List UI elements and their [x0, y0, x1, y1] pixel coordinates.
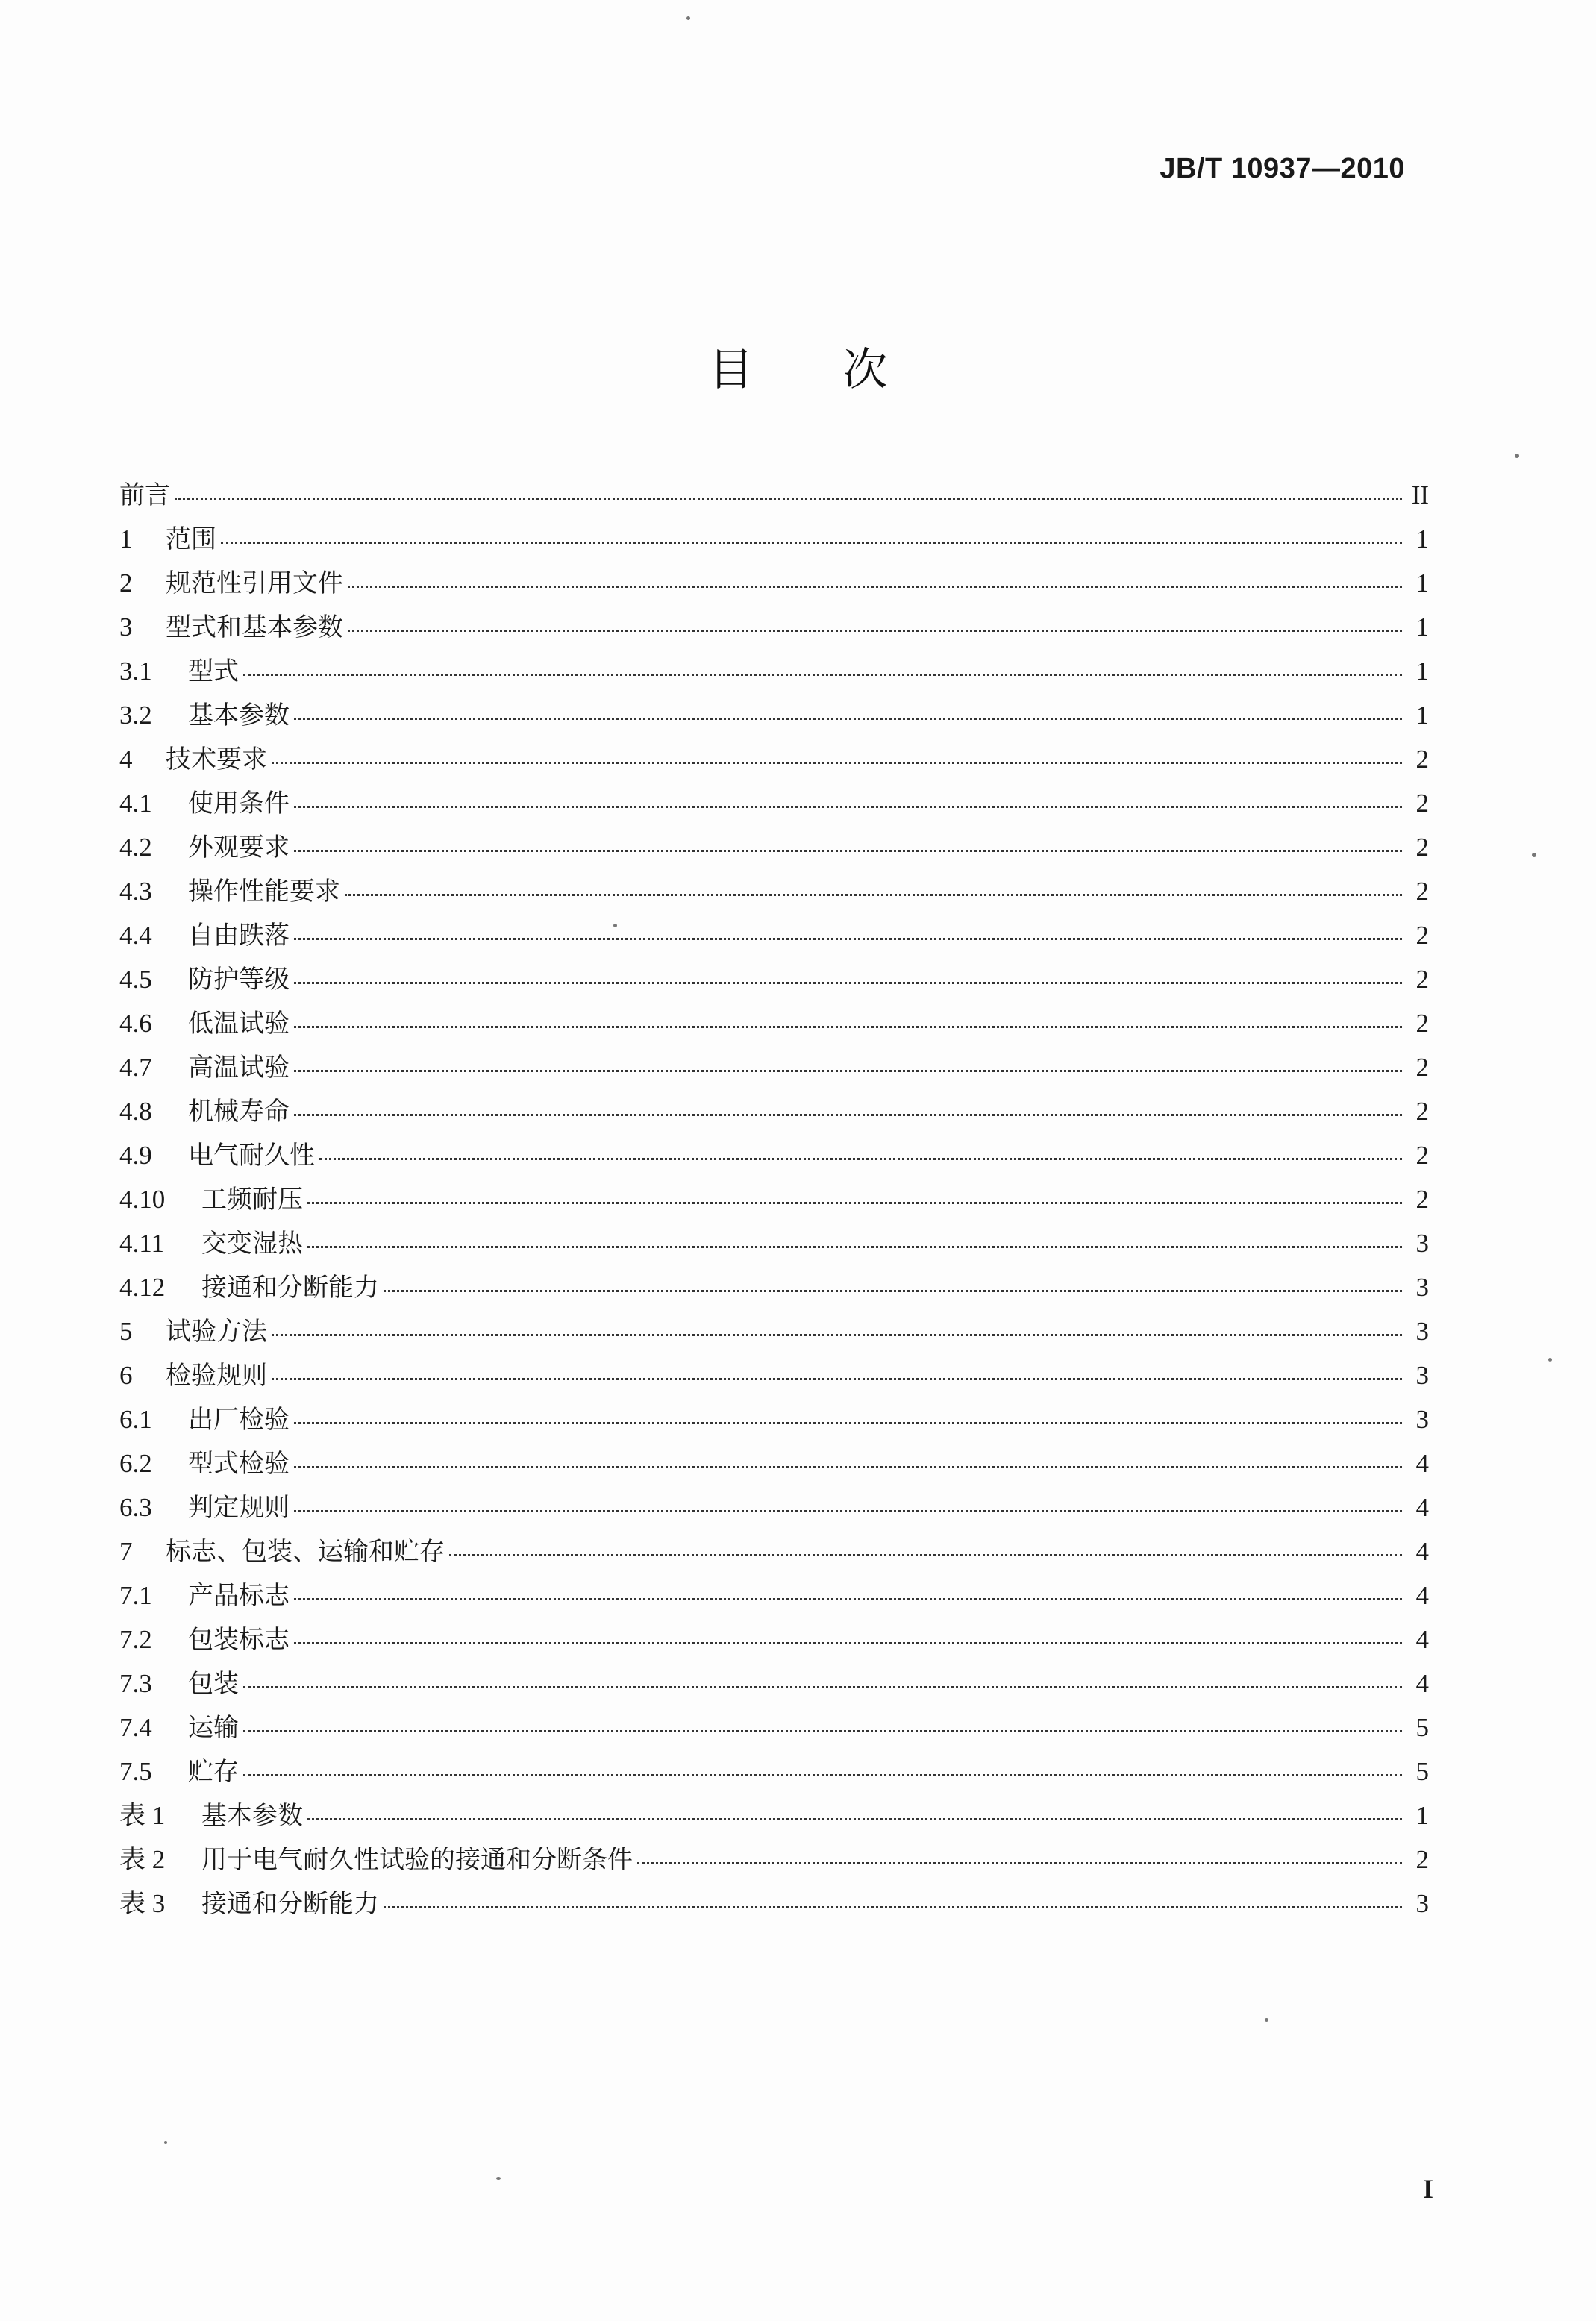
toc-entry-number: 4.3 — [119, 877, 152, 906]
toc-entry-page: 3 — [1415, 1889, 1429, 1918]
toc-entry-label: 交变湿热 — [201, 1229, 303, 1259]
toc-entry-label: 前言 — [119, 480, 170, 510]
toc-entry-label: 外观要求 — [188, 833, 290, 862]
toc-entry-label: 技术要求 — [166, 745, 267, 774]
toc-entry-page: 2 — [1415, 1185, 1429, 1214]
toc-entry-number: 4.12 — [119, 1273, 166, 1302]
toc-dot-leader — [637, 1862, 1402, 1864]
toc-entry-label: 基本参数 — [188, 701, 290, 730]
toc-dot-leader — [243, 1730, 1402, 1732]
toc-entry-page: 4 — [1415, 1581, 1429, 1610]
toc-entry-page: 4 — [1415, 1493, 1429, 1522]
toc-entry-page: 3 — [1415, 1361, 1429, 1390]
toc-entry[interactable] — [119, 1441, 1429, 1485]
toc-dot-leader — [294, 806, 1402, 808]
toc-entry-page: 2 — [1415, 745, 1429, 774]
toc-entry-number: 4.5 — [119, 965, 152, 994]
toc-entry-label: 操作性能要求 — [188, 877, 340, 906]
toc-entry-label: 贮存 — [188, 1757, 239, 1787]
toc-entry-number: 7.2 — [119, 1625, 152, 1654]
toc-dot-leader — [294, 1642, 1402, 1644]
toc-entry-number: 5 — [119, 1317, 133, 1346]
toc-entry[interactable] — [119, 781, 1429, 825]
toc-entry-page: 2 — [1415, 965, 1429, 994]
toc-entry[interactable] — [119, 825, 1429, 869]
toc-entry[interactable] — [119, 1045, 1429, 1089]
toc-entry-page: 3 — [1415, 1405, 1429, 1434]
toc-entry[interactable] — [119, 1309, 1429, 1353]
toc-entry-label: 接通和分断能力 — [201, 1273, 379, 1303]
toc-dot-leader — [294, 1026, 1402, 1028]
toc-entry-label: 出厂检验 — [188, 1405, 290, 1435]
toc-dot-leader — [272, 1378, 1402, 1380]
toc-entry-page: II — [1411, 480, 1429, 510]
toc-entry-page: 1 — [1415, 613, 1429, 642]
toc-entry-page: 1 — [1415, 657, 1429, 686]
toc-entry-label: 产品标志 — [188, 1581, 290, 1611]
toc-entry[interactable] — [119, 1265, 1429, 1309]
toc-entry-number: 7 — [119, 1537, 133, 1566]
toc-entry-label: 工频耐压 — [201, 1185, 303, 1215]
page-number: I — [1422, 2174, 1433, 2204]
toc-dot-leader — [175, 498, 1402, 500]
toc-dot-leader — [345, 894, 1402, 896]
toc-entry[interactable] — [119, 1661, 1429, 1705]
toc-entry-number: 4.2 — [119, 833, 152, 862]
toc-entry[interactable] — [119, 957, 1429, 1001]
toc-entry-number: 6.3 — [119, 1493, 152, 1522]
toc-entry-number: 7.5 — [119, 1757, 152, 1786]
toc-entry[interactable] — [119, 1573, 1429, 1617]
toc-entry-number: 3.1 — [119, 657, 152, 686]
toc-entry-label: 低温试验 — [188, 1009, 290, 1039]
toc-entry-page: 1 — [1415, 568, 1429, 598]
toc-entry-number: 1 — [119, 524, 133, 554]
toc-entry-page: 4 — [1415, 1669, 1429, 1698]
toc-entry-label: 型式 — [188, 657, 239, 686]
toc-entry[interactable] — [119, 1750, 1429, 1794]
toc-entry[interactable] — [119, 869, 1429, 913]
toc-entry[interactable] — [119, 1089, 1429, 1133]
toc-dot-leader — [294, 1422, 1402, 1424]
scan-speck — [1548, 1358, 1552, 1362]
toc-entry-label: 防护等级 — [188, 965, 290, 995]
toc-entry-number: 4.1 — [119, 789, 152, 818]
toc-dot-leader — [243, 1686, 1402, 1688]
toc-entry[interactable] — [119, 1794, 1429, 1838]
scan-speck — [1515, 454, 1519, 458]
toc-entry[interactable] — [119, 1529, 1429, 1573]
toc-entry-number: 4.9 — [119, 1141, 152, 1170]
toc-dot-leader — [348, 630, 1402, 632]
toc-entry[interactable] — [119, 1838, 1429, 1882]
toc-entry-number: 表 1 — [119, 1801, 166, 1830]
toc-dot-leader — [294, 938, 1402, 940]
toc-entry-label: 自由跌落 — [188, 921, 290, 950]
toc-entry-page: 5 — [1415, 1713, 1429, 1742]
toc-dot-leader — [319, 1158, 1402, 1160]
toc-entry-label: 范围 — [166, 524, 216, 554]
toc-entry-label: 包装标志 — [188, 1625, 290, 1655]
toc-entry[interactable] — [119, 1001, 1429, 1045]
toc-entry-number: 4 — [119, 745, 133, 774]
toc-dot-leader — [384, 1290, 1402, 1292]
toc-entry-number: 7.4 — [119, 1713, 152, 1742]
toc-entry-label: 包装 — [188, 1669, 239, 1699]
toc-entry-label: 基本参数 — [201, 1801, 303, 1831]
toc-dot-leader — [384, 1906, 1402, 1908]
toc-dot-leader — [294, 982, 1402, 984]
toc-entry-page: 2 — [1415, 833, 1429, 862]
toc-entry-page: 4 — [1415, 1537, 1429, 1566]
toc-entry-page: 5 — [1415, 1757, 1429, 1786]
scan-speck — [686, 16, 690, 20]
scan-speck — [613, 924, 617, 927]
toc-entry[interactable] — [119, 649, 1429, 693]
toc-entry-label: 试验方法 — [166, 1317, 267, 1347]
toc-entry-number: 6.1 — [119, 1405, 152, 1434]
toc-entry[interactable] — [119, 1221, 1429, 1265]
table-of-contents — [119, 473, 1429, 1926]
toc-entry-number: 4.7 — [119, 1053, 152, 1082]
toc-entry-label: 高温试验 — [188, 1053, 290, 1083]
toc-entry[interactable] — [119, 1485, 1429, 1529]
toc-entry-page: 2 — [1415, 1009, 1429, 1038]
toc-entry[interactable] — [119, 1705, 1429, 1750]
toc-entry[interactable] — [119, 1133, 1429, 1177]
toc-entry[interactable] — [119, 517, 1429, 561]
toc-entry-number: 表 2 — [119, 1845, 166, 1874]
scan-speck — [1532, 853, 1536, 857]
toc-entry[interactable] — [119, 737, 1429, 781]
toc-entry[interactable] — [119, 1353, 1429, 1397]
scan-speck — [164, 2141, 167, 2144]
toc-dot-leader — [272, 762, 1402, 764]
toc-entry-label: 运输 — [188, 1713, 239, 1743]
toc-dot-leader — [307, 1202, 1402, 1204]
toc-dot-leader — [449, 1554, 1402, 1556]
toc-dot-leader — [307, 1818, 1402, 1820]
toc-entry-page: 1 — [1415, 701, 1429, 730]
toc-entry-page: 2 — [1415, 877, 1429, 906]
toc-dot-leader — [294, 1510, 1402, 1512]
toc-entry[interactable] — [119, 913, 1429, 957]
toc-entry-page: 2 — [1415, 1845, 1429, 1874]
scan-speck — [1265, 2018, 1268, 2022]
toc-entry-number: 7.3 — [119, 1669, 152, 1698]
toc-entry-number: 3.2 — [119, 701, 152, 730]
toc-entry[interactable] — [119, 1882, 1429, 1926]
toc-entry-page: 3 — [1415, 1229, 1429, 1258]
toc-entry[interactable] — [119, 1177, 1429, 1221]
toc-entry[interactable] — [119, 1617, 1429, 1661]
toc-entry-number: 6 — [119, 1361, 133, 1390]
document-code: JB/T 10937—2010 — [1160, 153, 1405, 184]
toc-entry[interactable] — [119, 605, 1429, 649]
toc-entry-number: 表 3 — [119, 1889, 166, 1918]
toc-dot-leader — [294, 1466, 1402, 1468]
toc-entry-number: 2 — [119, 568, 133, 598]
toc-entry-number: 4.8 — [119, 1097, 152, 1126]
toc-dot-leader — [294, 850, 1402, 852]
toc-entry-label: 判定规则 — [188, 1493, 290, 1523]
toc-dot-leader — [243, 1774, 1402, 1776]
toc-dot-leader — [294, 1070, 1402, 1072]
toc-entry-number: 4.11 — [119, 1229, 164, 1258]
toc-entry-number: 3 — [119, 613, 133, 642]
toc-entry[interactable] — [119, 473, 1429, 517]
toc-entry-page: 2 — [1415, 789, 1429, 818]
toc-entry-page: 4 — [1415, 1625, 1429, 1654]
toc-entry-number: 4.4 — [119, 921, 152, 950]
toc-entry-label: 检验规则 — [166, 1361, 267, 1391]
toc-dot-leader — [272, 1334, 1402, 1336]
toc-dot-leader — [348, 586, 1402, 588]
toc-entry-number: 6.2 — [119, 1449, 152, 1478]
toc-entry[interactable] — [119, 693, 1429, 737]
toc-entry-page: 4 — [1415, 1449, 1429, 1478]
toc-dot-leader — [294, 1114, 1402, 1116]
toc-entry-page: 3 — [1415, 1273, 1429, 1302]
toc-dot-leader — [294, 1598, 1402, 1600]
toc-entry-page: 2 — [1415, 1053, 1429, 1082]
scan-speck — [496, 2177, 501, 2180]
toc-entry[interactable] — [119, 561, 1429, 605]
toc-entry-page: 2 — [1415, 921, 1429, 950]
toc-entry-label: 规范性引用文件 — [166, 568, 343, 598]
toc-title: 目次 — [708, 344, 977, 396]
toc-entry-page: 1 — [1415, 1801, 1429, 1830]
toc-entry-label: 接通和分断能力 — [201, 1889, 379, 1919]
toc-dot-leader — [294, 718, 1402, 720]
toc-entry-label: 标志、包装、运输和贮存 — [166, 1537, 445, 1567]
toc-entry-page: 3 — [1415, 1317, 1429, 1346]
toc-entry-page: 2 — [1415, 1097, 1429, 1126]
toc-entry-label: 电气耐久性 — [188, 1141, 315, 1171]
toc-entry-number: 4.6 — [119, 1009, 152, 1038]
toc-entry-number: 7.1 — [119, 1581, 152, 1610]
toc-entry-label: 使用条件 — [188, 789, 290, 818]
toc-entry-label: 用于电气耐久性试验的接通和分断条件 — [201, 1845, 633, 1875]
toc-entry-label: 型式和基本参数 — [166, 613, 343, 642]
toc-entry[interactable] — [119, 1397, 1429, 1441]
toc-entry-label: 型式检验 — [188, 1449, 290, 1479]
toc-entry-page: 2 — [1415, 1141, 1429, 1170]
toc-dot-leader — [243, 674, 1402, 676]
toc-entry-label: 机械寿命 — [188, 1097, 290, 1127]
toc-entry-number: 4.10 — [119, 1185, 166, 1214]
toc-dot-leader — [307, 1246, 1402, 1248]
toc-dot-leader — [221, 542, 1402, 544]
toc-entry-page: 1 — [1415, 524, 1429, 554]
